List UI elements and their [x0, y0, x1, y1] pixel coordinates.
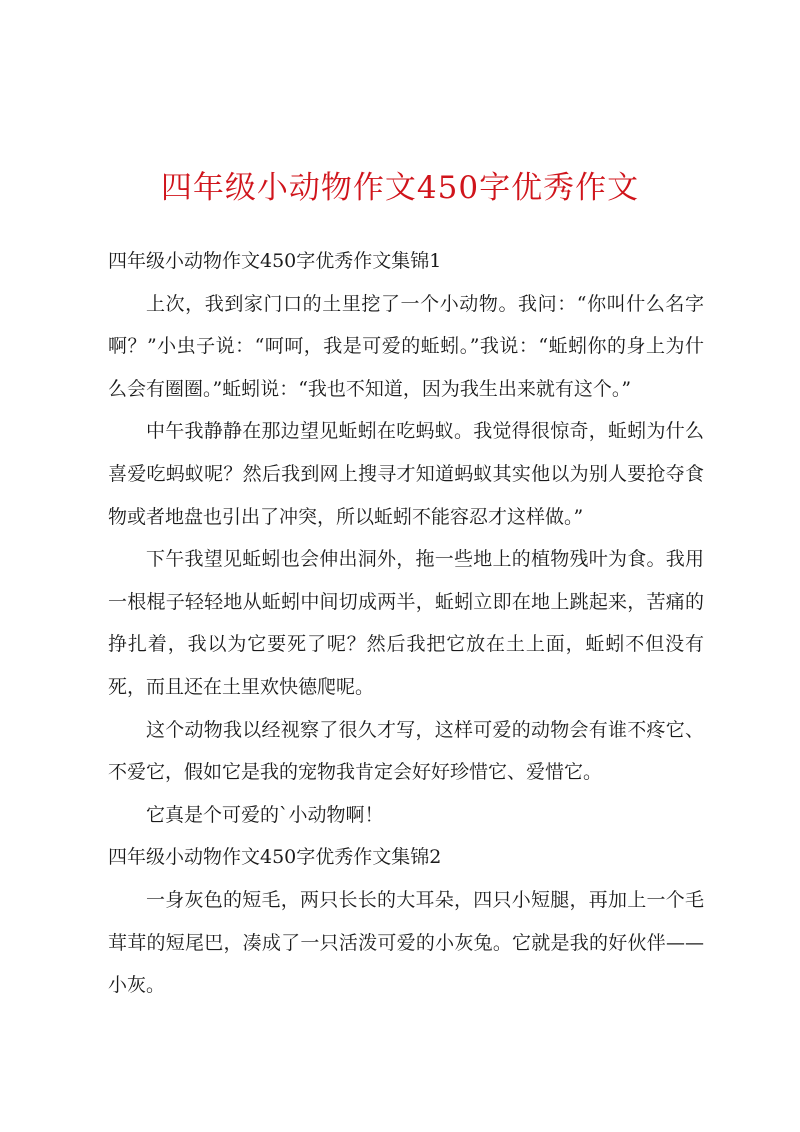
document-body [108, 240, 704, 1007]
paragraph: 上次，我到家门口的土里挖了一个小动物。我问：“你叫什么名字啊？”小虫子说：“呵呵，我是可爱的蚯蚓。”我说：“蚯蚓你的身上为什么会有圈圈。”蚯蚓说：“我也不知道，因为我生出来就有这个。” [108, 292, 704, 400]
section-heading-1: 四年级小动物作文450字优秀作文集锦1 [108, 250, 442, 272]
paragraph: 这个动物我以经视察了很久才写，这样可爱的动物会有谁不疼它、不爱它，假如它是我的宠物我肯定会好好珍惜它、爱惜它。 [108, 718, 704, 784]
section-heading-2: 四年级小动物作文450字优秀作文集锦2 [108, 846, 442, 869]
document-title: 四年级小动物作文450字优秀作文 [160, 170, 640, 206]
paragraph: 下午我望见蚯蚓也会伸出洞外，拖一些地上的植物残叶为食。我用一根棍子轻轻地从蚯蚓中间切成两半，蚯蚓立即在地上跳起来，苦痛的挣扎着，我以为它要死了呢？然后我把它放在土上面，蚯蚓不但没有死，而且还在土里欢快德爬呢。 [108, 548, 704, 698]
paragraph: 一身灰色的短毛，两只长长的大耳朵，四只小短腿，再加上一个毛茸茸的短尾巴，凑成了一只活泼可爱的小灰兔。它就是我的好伙伴——小灰。 [108, 888, 704, 997]
paragraph: 中午我静静在那边望见蚯蚓在吃蚂蚁。我觉得很惊奇，蚯蚓为什么喜爱吃蚂蚁呢？然后我到网上搜寻才知道蚂蚁其实他以为别人要抢夺食物或者地盘也引出了冲突，所以蚯蚓不能容忍才这样做。” [108, 420, 704, 528]
paragraph: 它真是个可爱的`小动物啊！ [146, 803, 384, 826]
